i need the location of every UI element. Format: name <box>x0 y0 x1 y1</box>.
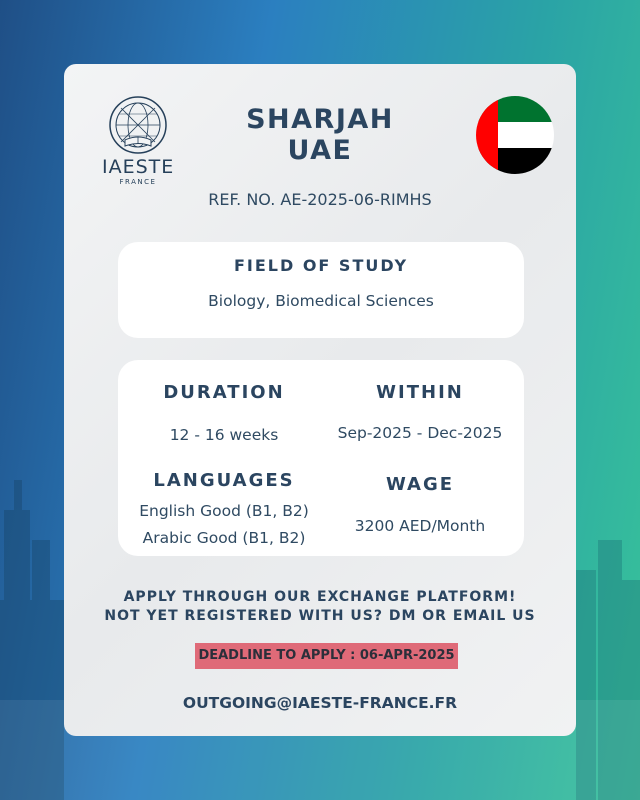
details-box <box>118 360 524 556</box>
wage-value: 3200 AED/Month <box>354 517 486 535</box>
wage-heading: WAGE <box>385 474 455 495</box>
within-value: Sep-2025 - Dec-2025 <box>337 424 503 442</box>
within-heading: WITHIN <box>376 382 464 403</box>
contact-email[interactable]: OUTGOING@IAESTE-FRANCE.FR <box>182 694 458 712</box>
offer-card <box>64 64 576 736</box>
city-name: SHARJAH <box>246 104 394 135</box>
apply-line-1: APPLY THROUGH OUR EXCHANGE PLATFORM! <box>123 589 517 605</box>
apply-instructions <box>64 588 576 626</box>
logo-name: IAESTE <box>102 156 175 178</box>
apply-line-2: NOT YET REGISTERED WITH US? DM OR EMAIL US <box>104 608 536 624</box>
deadline-badge: DEADLINE TO APPLY : 06-APR-2025 <box>195 643 458 669</box>
uae-flag-icon <box>476 96 554 174</box>
duration-heading: DURATION <box>163 382 285 403</box>
languages-heading: LANGUAGES <box>153 470 295 491</box>
reference-number: REF. NO. AE-2025-06-RIMHS <box>208 190 432 209</box>
duration-value: 12 - 16 weeks <box>169 426 279 444</box>
language-item: English Good (B1, B2) <box>139 502 309 520</box>
country-name: UAE <box>287 135 353 166</box>
language-item: Arabic Good (B1, B2) <box>142 529 306 547</box>
field-value: Biology, Biomedical Sciences <box>208 292 434 310</box>
field-heading: FIELD OF STUDY <box>233 256 409 275</box>
field-of-study-box <box>118 242 524 338</box>
logo-subtitle: FRANCE <box>119 178 157 186</box>
